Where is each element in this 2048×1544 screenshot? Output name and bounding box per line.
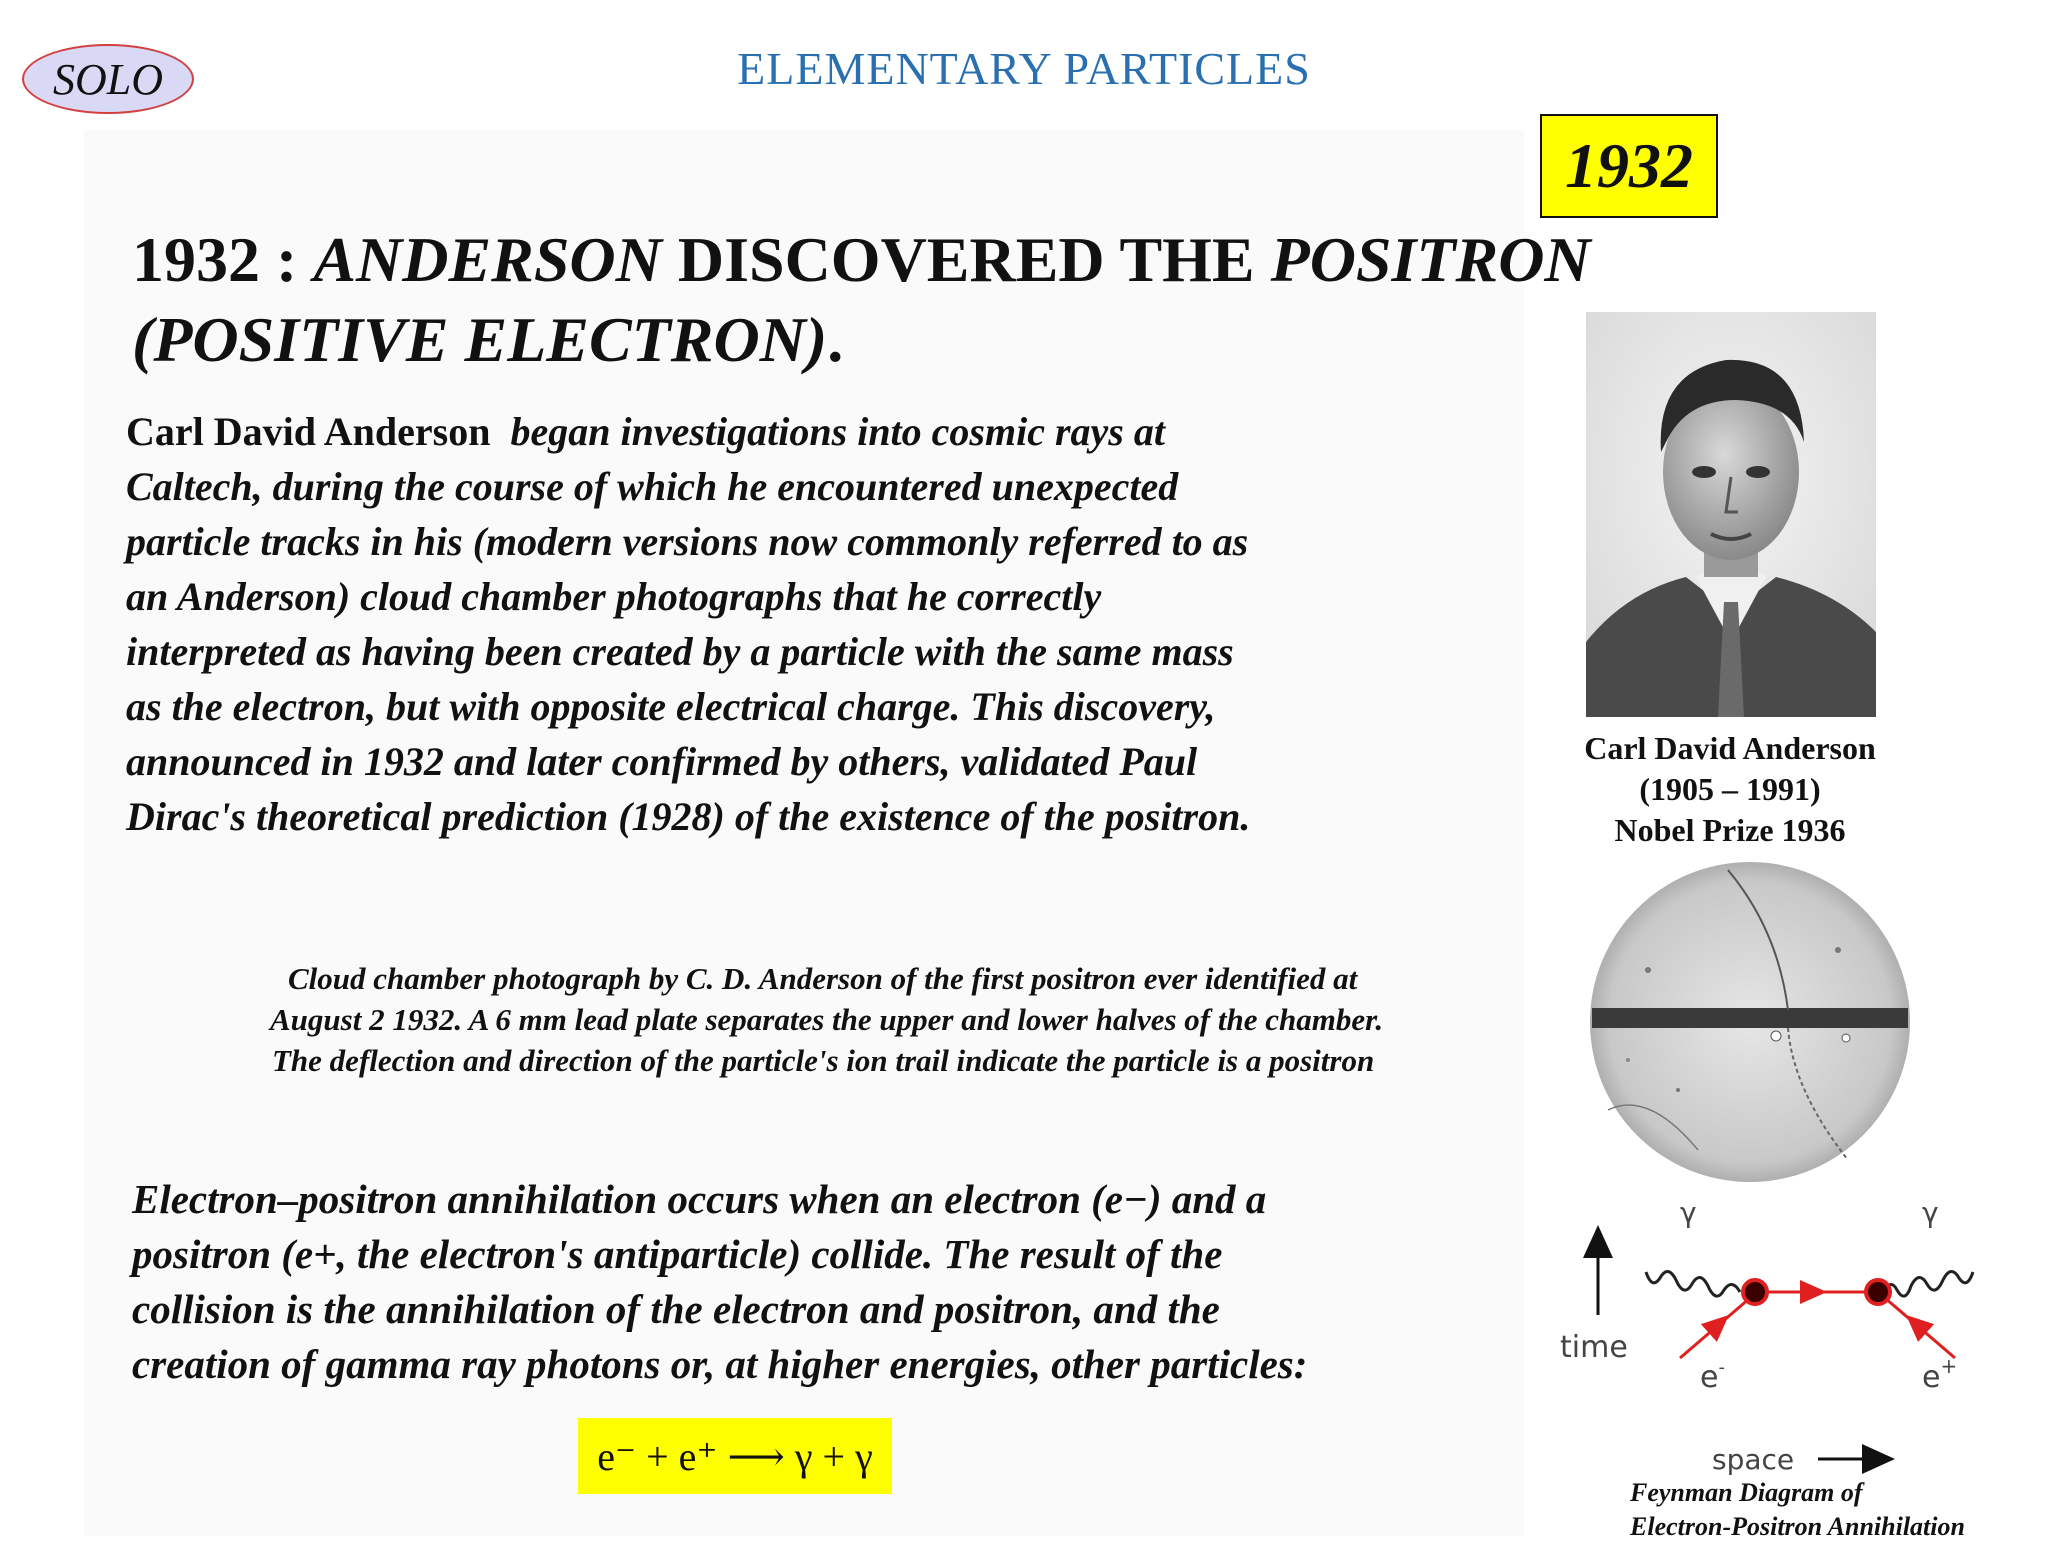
paragraph-line: interpreted as having been created by a particle with the same mass [126,629,1234,674]
portrait-caption-years: (1905 – 1991) [1639,771,1821,807]
caption-line: August 2 1932. A 6 mm lead plate separates the upper and lower halves of the chamber. [270,1002,1384,1037]
time-label: time [1560,1330,1628,1365]
photon-right-line [1883,1271,1973,1296]
portrait-caption-prize: Nobel Prize 1936 [1614,812,1846,848]
feynman-caption [1630,1476,2040,1544]
paragraph-line: creation of gamma ray photons or, at higher energies, other particles: [132,1341,1308,1387]
paragraph-lead-name: Carl David Anderson [126,409,491,454]
vertex-left [1743,1280,1767,1304]
solo-logo-text: SOLO [52,54,164,104]
gamma-left-label: γ [1680,1196,1697,1229]
headline-middle: DISCOVERED THE [661,224,1271,295]
feynman-caption-line2: Electron-Positron Annihilation [1630,1512,1965,1541]
paragraph-line: collision is the annihilation of the electron and positron, and the [132,1286,1220,1332]
paragraph-line: as the electron, but with opposite electrical charge. This discovery, [126,684,1216,729]
portrait-caption-name: Carl David Anderson [1584,730,1876,766]
paragraph-line: Caltech, during the course of which he encountered unexpected [126,464,1179,509]
vertex-right [1866,1280,1890,1304]
year-badge: 1932 [1540,114,1718,218]
paragraph-line: Dirac's theoretical prediction (1928) of the existence of the positron. [126,794,1251,839]
space-label: space [1712,1443,1795,1476]
page-header-title: ELEMENTARY PARTICLES [737,43,1311,94]
headline [132,220,1772,380]
paragraph-first-line: began investigations into cosmic rays at [490,409,1165,454]
annihilation-equation: e⁻ + e⁺ ⟶ γ + γ [578,1418,892,1494]
feynman-caption-line1: Feynman Diagram of [1630,1478,1863,1507]
paragraph-line: an Anderson) cloud chamber photographs that he correctly [126,574,1102,619]
paragraph-line: particle tracks in his (modern versions now commonly referred to as [126,519,1249,564]
photon-left-line [1646,1271,1740,1296]
cloud-chamber-photo [1588,860,1912,1184]
headline-name: ANDERSON [313,224,662,295]
anderson-portrait [1586,312,1876,717]
headline-line2: (POSITIVE ELECTRON) [132,304,828,375]
portrait-caption [1520,728,1940,851]
headline-particle: POSITRON [1270,224,1591,295]
electron-label: e- [1700,1357,1725,1395]
headline-period: . [827,304,844,375]
caption-line: The deflection and direction of the particle's ion trail indicate the particle is a positron [272,1043,1375,1078]
anderson-paragraph [126,404,1536,844]
paragraph-line [126,404,1536,459]
paragraph-line: Electron–positron annihilation occurs when an electron (e−) and a [132,1176,1267,1222]
cloud-chamber-caption [240,958,1540,1081]
headline-prefix: 1932 : [132,224,314,295]
paragraph-line: announced in 1932 and later confirmed by others, validated Paul [126,739,1198,784]
positron-label: e+ [1922,1354,1958,1395]
annihilation-paragraph [132,1172,1532,1392]
gamma-right-label: γ [1922,1196,1939,1229]
feynman-diagram [1560,1180,2020,1480]
caption-line: Cloud chamber photograph by C. D. Anderson of the first positron ever identified at [288,961,1358,996]
paragraph-line: positron (e+, the electron's antiparticle) collide. The result of the [132,1231,1223,1277]
